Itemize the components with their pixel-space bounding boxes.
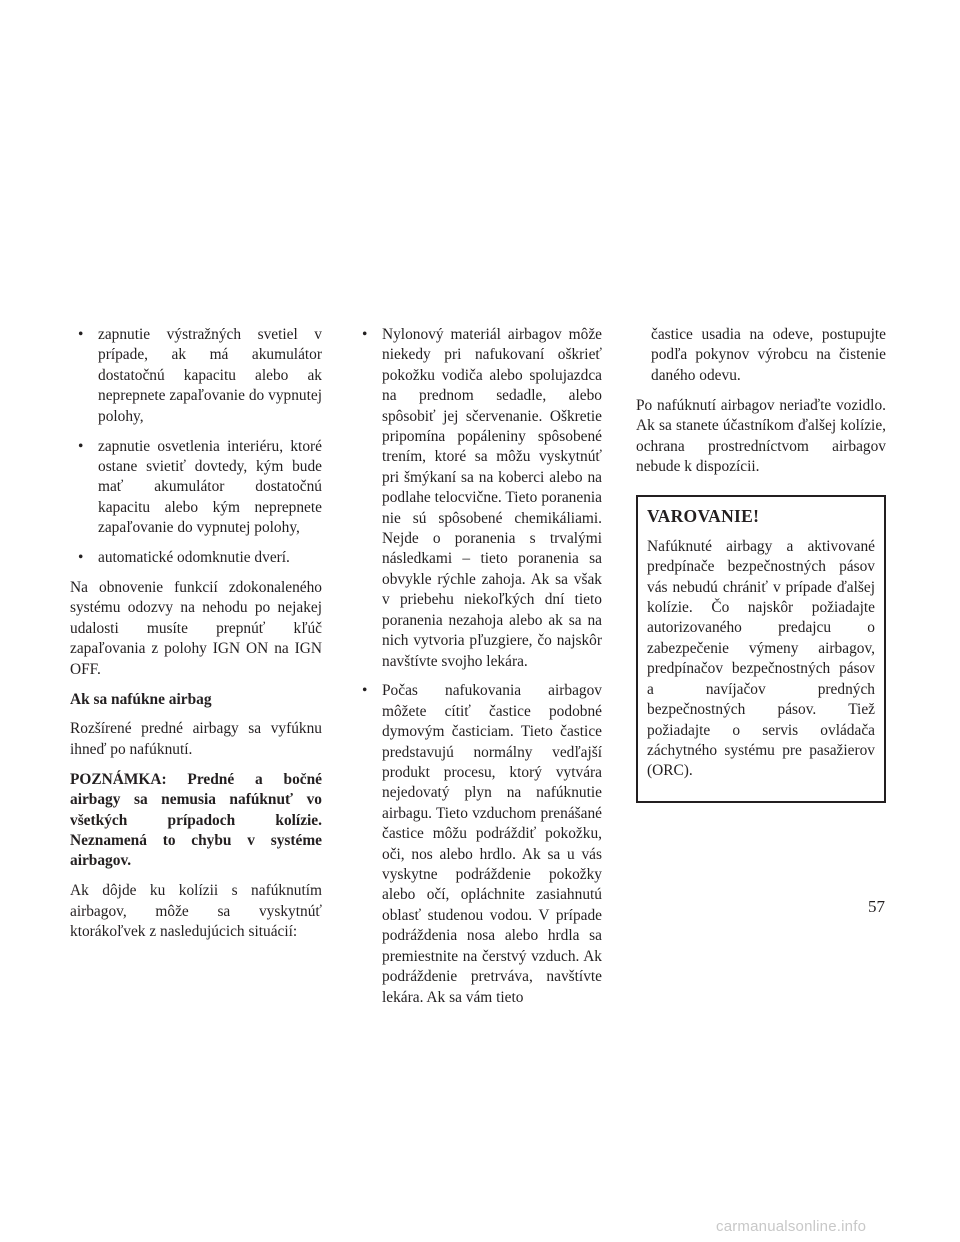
list-item: • zapnutie osvetlenia interiéru, ktoré ostane svietiť dovtedy, kým bude mať akumulátor dostatočnú kapacitu alebo kým neprepnete zapaľovanie do vypnutej polohy, — [70, 437, 322, 539]
watermark-text: carmanualsonline.info — [716, 1218, 867, 1235]
bullet-continuation — [636, 325, 886, 386]
paragraph-inflate: Rozšírené predné airbagy sa vyfúknu ihneď po nafúknutí. — [70, 720, 322, 758]
bullet-list-situations-2 — [354, 325, 602, 1008]
left-column — [70, 325, 322, 952]
list-item: • Počas nafukovania airbagov môžete cítiť častice podobné dymovým časticiam. Tieto častice predstavujú normálny vedľajší produkt procesu, ktorý vytvára nejedovatý plyn na nafúknutie airbagu. Tieto vzduchom prenášané častice môžu podráždiť pokožku, oči, nos alebo hrdlo. Ak sa u vás vyskytne podráždenie pokožky alebo očí, opláchnite zasiahnutú oblasť studenou vodou. V prípade podráždenia nosa alebo hrdla sa premiestnite na čerstvý vzduch. Ak podráždenie pretrváva, navštívte lekára. Ak sa vám tieto — [354, 681, 602, 1008]
list-item: • Nylonový materiál airbagov môže niekedy pri nafukovaní oškrieť pokožku vodiča alebo spolujazdca na prednom sedadle, alebo spôsobiť jej sčervenanie. Oškretie pripomína popáleniny spôsobené trením, ktoré sa môžu vyskytnúť pri šmýkaní sa na koberci alebo na podlahe telocvične. Tieto poranenia nie sú spôsobené chemikáliami. Nejde o poranenia s trvalými následkami – tieto poranenia sa obvykle rýchle zahoja. Ak sa však v priebehu niekoľkých dní tieto poranenia nezahoja alebo ak sa na nich vytvoria pľuzgiere, čo najskôr navštívte svojho lekára. — [354, 325, 602, 672]
paragraph-reset: Po nafúknutí airbagov neriaďte vozidlo. Ak sa stanete účastníkom ďalšej kolízie, ochrana prostredníctvom airbagov nebude k dispozícii. — [636, 396, 886, 475]
list-item: • zapnutie výstražných svetiel v prípade, ak má akumulátor dostatočnú kapacitu alebo ak neprepnete zapaľovanie do vypnutej polohy, — [70, 325, 322, 427]
list-item: • automatické odomknutie dverí. — [70, 548, 322, 568]
right-column — [636, 325, 886, 803]
bullet-list-situations-1 — [70, 325, 322, 568]
warning-text: Nafúknuté airbagy a aktivované predpínače bezpečnostných pásov vás nebudú chrániť v prípade ďalšej kolízie. Čo najskôr požiadajte autorizovaného predajcu o zabezpečenie výmeny airbagov, predpínačov bezpečnostných pásov a navíjačov predných bezpečnostných pásov. Tiež požiadajte o servis ovládača záchytného systému pre pasažierov (ORC). — [647, 537, 875, 780]
page-number: 57 — [868, 897, 885, 916]
note-paragraph: POZNÁMKA: Predné a bočné airbagy sa nemusia nafúknuť vo všetkých prípadoch kolízie. Neznamená to chybu v systéme airbagov. — [70, 770, 322, 870]
list-item: častice usadia na odeve, postupujte podľa pokynov výrobcu na čistenie daného odevu. — [651, 326, 886, 384]
paragraph-collision: Ak dôjde ku kolízii s nafúknutím airbagov, môže sa vyskytnúť ktorákoľvek z nasledujúcich situácií: — [70, 882, 322, 941]
warning-title: VAROVANIE! — [647, 506, 760, 527]
warning-box — [636, 495, 886, 803]
section-heading: Ak sa nafúkne airbag — [70, 690, 212, 708]
paragraph-restore: Na obnovenie funkcií zdokonaleného systému odozvy na nehodu po nejakej udalosti musíte prepnúť kľúč zapaľovania z polohy IGN ON na IGN OFF. — [70, 578, 322, 678]
middle-column — [354, 325, 602, 1017]
